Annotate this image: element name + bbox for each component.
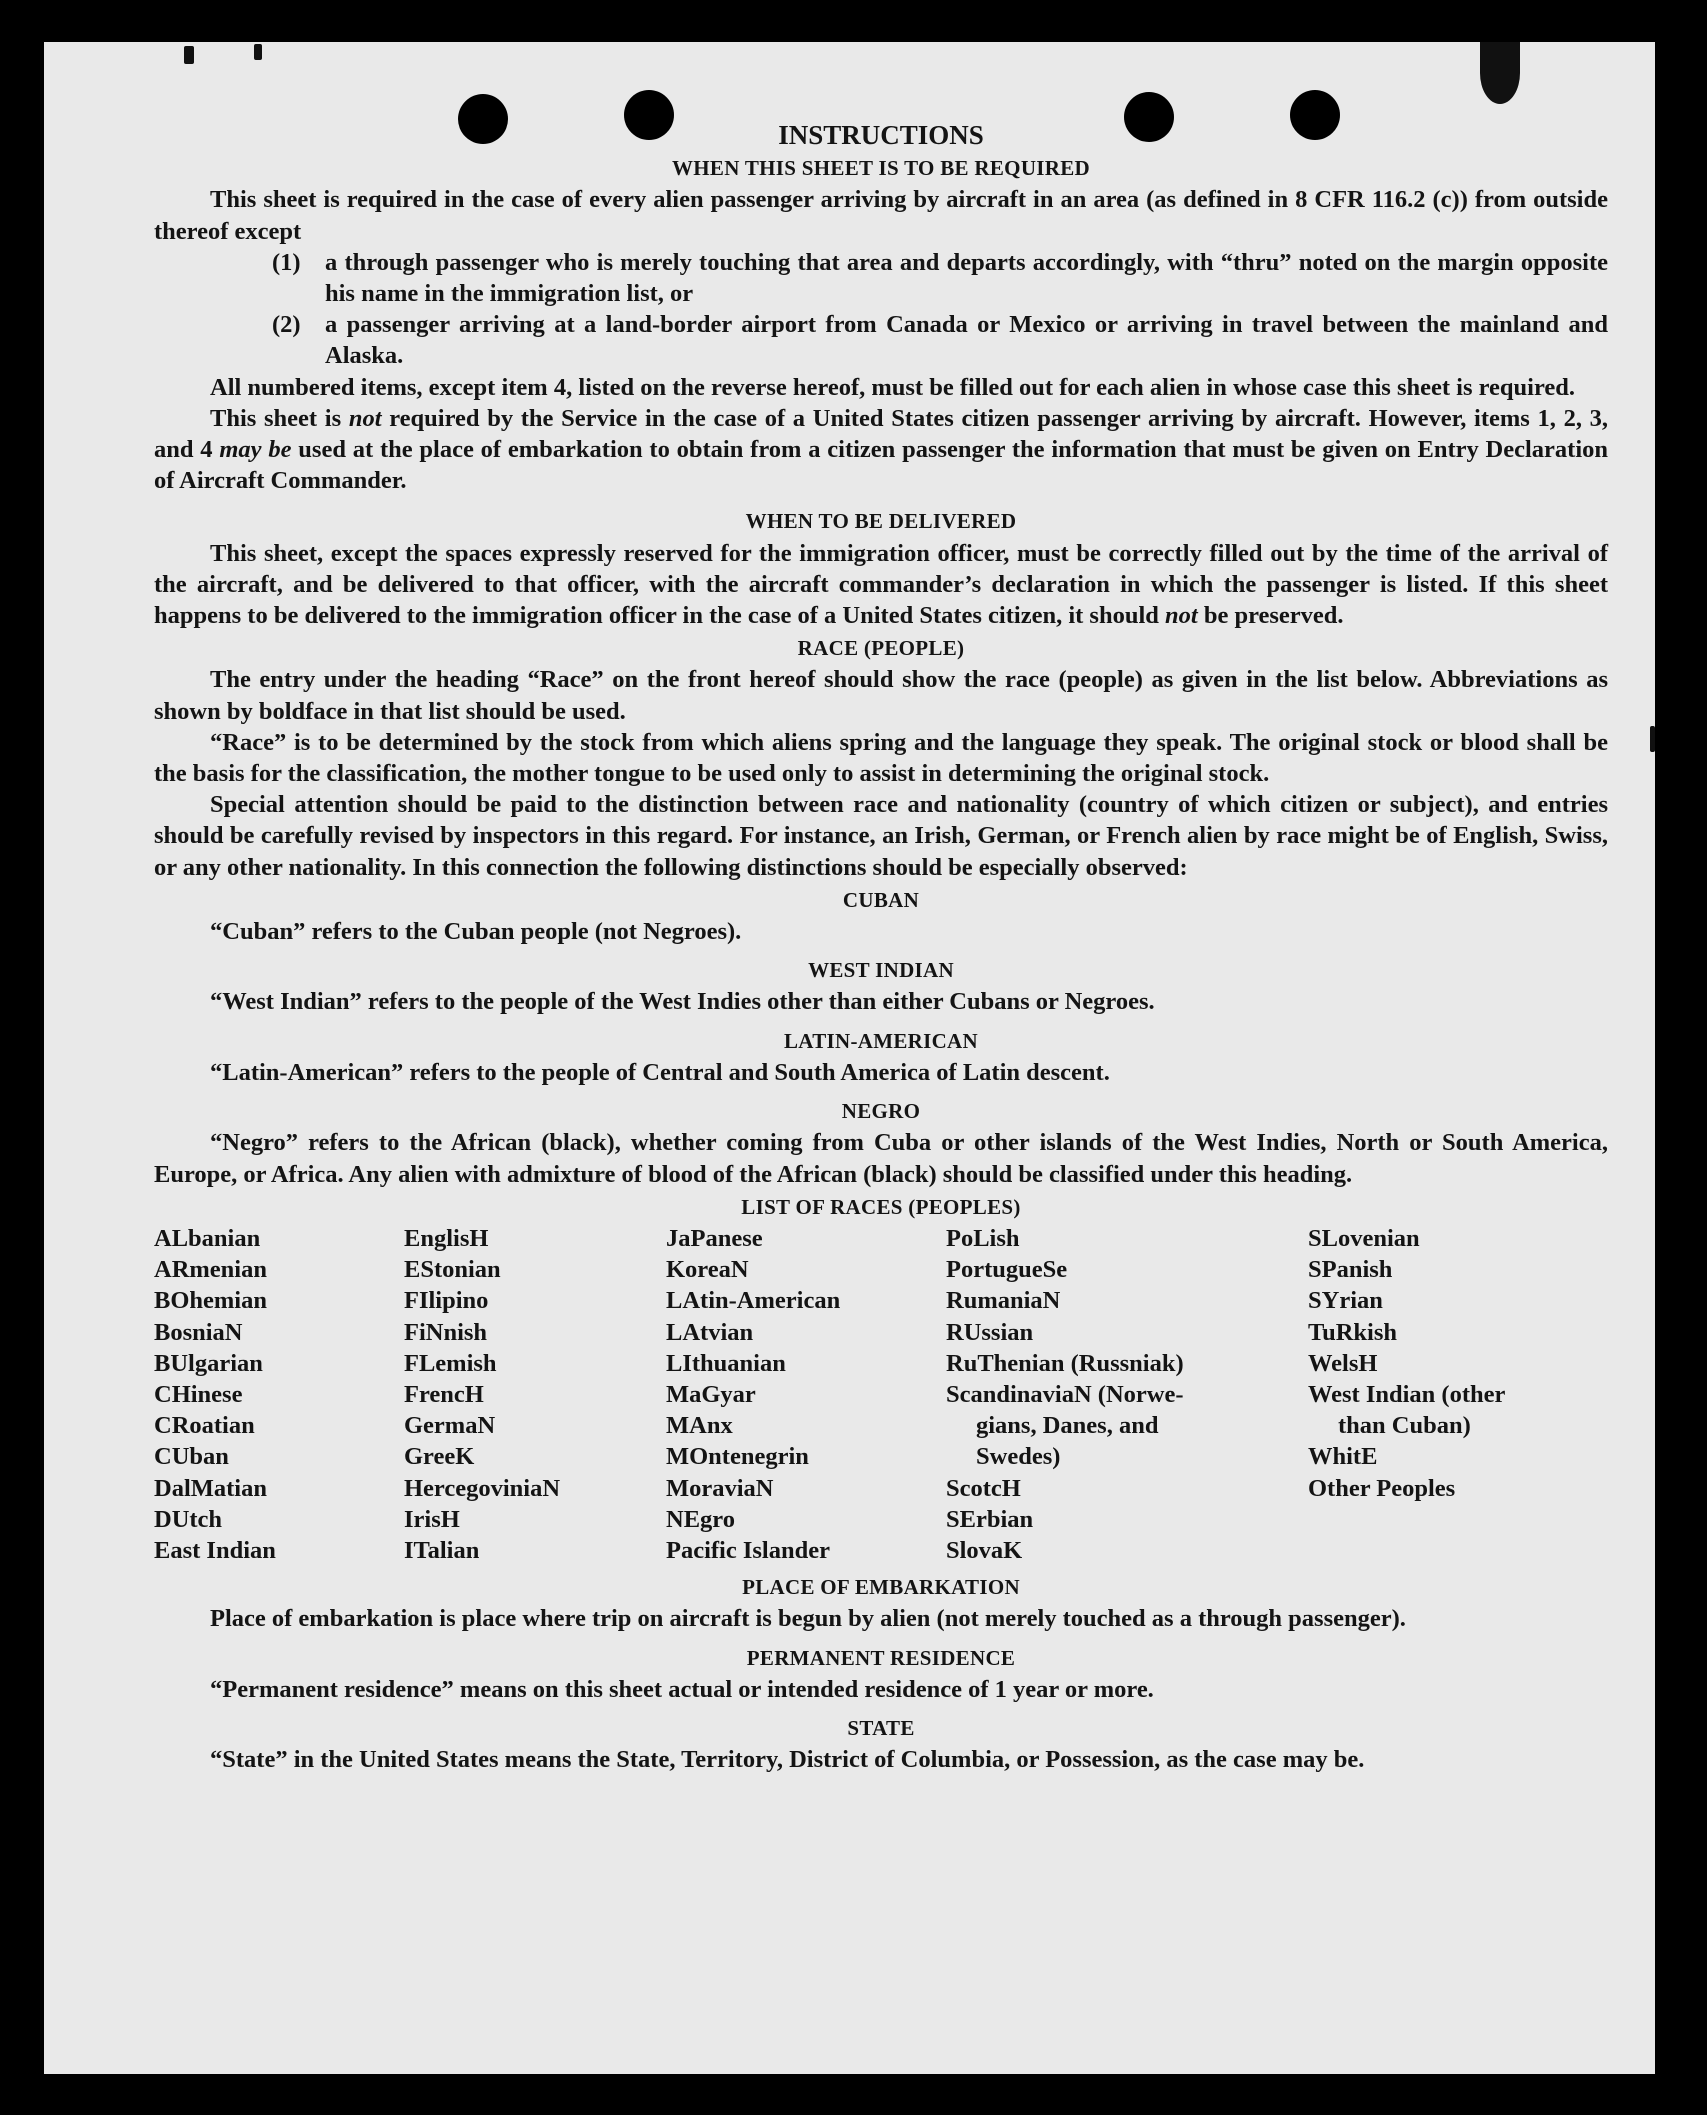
section-heading: LIST OF RACES (PEOPLES) [741,1194,1021,1219]
race-column [666,1223,946,1566]
race-entry: Pacific Islander [666,1536,830,1564]
race-list [154,1223,1608,1566]
race-column [946,1223,1308,1566]
section-heading: WHEN THIS SHEET IS TO BE REQUIRED [671,156,1090,181]
paragraph: “Race” is to be determined by the stock from which aliens spring and the language they speak. The original stock or blood shall be the basis for the classification, the mother tongue to be used only to assist in determining the original stock. [154,728,1608,788]
ink-speck [254,44,262,60]
section-heading: CUBAN [842,887,920,912]
paragraph: This sheet, except the spaces expressly reserved for the immigration officer, must be correctly filled out by the time of the arrival of the aircraft, and be delivered to that officer, with the aircraft commander’s declaration in which the passenger is listed. If this sheet happens to be delivered to the immigration officer in the case of a United States citizen, it should not be preserved. [154,539,1608,630]
race-entry: Other Peoples [1308,1474,1456,1502]
paragraph: “State” in the United States means the State, Territory, District of Columbia, or Possession, as the case may be. [210,1746,1365,1774]
race-entry: JaPanese [666,1224,763,1252]
exception-item [154,309,1608,371]
exception-text: a through passenger who is merely touching that area and departs accordingly, with “thru” noted on the margin opposite his name in the immigration list, or [325,248,1608,308]
exception-number: (2) [272,311,301,339]
paragraph: “Negro” refers to the African (black), whether coming from Cuba or other islands of the West Indies, North or South America, Europe, or Africa. Any alien with admixture of blood of the African (black) should be classified under this heading. [154,1129,1608,1188]
race-entry: RumaniaN [946,1287,1061,1315]
race-entry: than Cuban) [1338,1412,1471,1440]
race-entry: PortugueSe [946,1256,1068,1284]
section-heading: WEST INDIAN [808,958,954,983]
race-entry: WelsH [1308,1349,1378,1377]
race-entry: SLovenian [1308,1224,1420,1252]
race-entry: KoreaN [666,1256,749,1284]
paragraph: Special attention should be paid to the distinction between race and nationality (country of which citizen or subject), and entries should be carefully revised by inspectors in this regard. For instance, an Irish, German, or French alien by race might be of English, Swiss, or any other nationality. In this connection the following distinctions should be especially observed: [154,791,1608,881]
race-entry: GermaN [404,1412,496,1440]
exception-number: (1) [272,248,301,276]
race-entry: FLemish [404,1349,497,1377]
section-heading: PLACE OF EMBARKATION [742,1575,1020,1600]
race-column [154,1223,404,1566]
race-entry: BosniaN [154,1318,243,1346]
race-entry: MoraviaN [666,1474,774,1502]
race-entry: EStonian [404,1256,501,1284]
race-entry: SlovaK [946,1536,1023,1564]
document-page [44,42,1655,2074]
race-column [404,1223,666,1566]
race-entry: FrencH [404,1380,484,1408]
race-entry: ITalian [404,1536,480,1564]
race-entry: SPanish [1308,1256,1393,1284]
section-heading: LATIN-AMERICAN [784,1028,978,1053]
paragraph: “Latin-American” refers to the people of Central and South America of Latin descent. [210,1058,1110,1086]
race-entry: DalMatian [154,1474,267,1502]
race-entry: CRoatian [154,1412,255,1440]
race-entry: East Indian [154,1536,276,1564]
race-entry: DUtch [154,1505,223,1533]
race-entry: HercegoviniaN [404,1474,561,1502]
exception-item [154,247,1608,309]
race-entry: ARmenian [154,1256,267,1284]
race-entry: LAtvian [666,1318,754,1346]
paragraph: This sheet is not required by the Service in the case of a United States citizen passenger arriving by aircraft. However, items 1, 2, 3, and 4 may be used at the place of embarkation to obtain from a citizen passenger the information that must be given on Entry Declaration of Aircraft Commander. [154,404,1609,495]
race-entry: TuRkish [1308,1318,1398,1346]
race-entry: WhitE [1308,1443,1378,1471]
section-heading: NEGRO [841,1099,921,1124]
race-entry: EnglisH [404,1224,489,1252]
race-entry: ALbanian [154,1224,261,1252]
race-entry: IrisH [404,1505,460,1533]
race-entry: ScotcH [946,1474,1021,1502]
paragraph: All numbered items, except item 4, listed on the reverse hereof, must be filled out for each alien in whose case this sheet is required. [210,373,1576,401]
ink-speck [1650,726,1655,752]
paragraph: “Cuban” refers to the Cuban people (not Negroes). [210,918,742,946]
race-entry: gians, Danes, and [976,1412,1159,1440]
race-entry: PoLish [946,1224,1020,1252]
paragraph: “West Indian” refers to the people of the West Indies other than either Cubans or Negroes. [210,988,1155,1016]
race-entry: RUssian [946,1318,1034,1346]
section-heading: RACE (PEOPLE) [797,636,965,661]
race-entry: SErbian [946,1505,1034,1533]
race-entry: BUlgarian [154,1349,263,1377]
paragraph: “Permanent residence” means on this sheet actual or intended residence of 1 year or more. [210,1675,1154,1703]
race-entry: CUban [154,1443,229,1471]
page-title: INSTRUCTIONS [778,120,984,150]
ink-speck [1480,42,1520,104]
race-entry: SYrian [1308,1287,1383,1315]
race-entry: LIthuanian [666,1349,786,1377]
race-entry: GreeK [404,1443,475,1471]
paragraph: The entry under the heading “Race” on the front hereof should show the race (people) as given in the list below. Abbreviations as shown by boldface in that list should be used. [154,666,1608,725]
race-entry: MaGyar [666,1380,756,1408]
race-entry: ScandinaviaN (Norwe- [946,1380,1184,1408]
race-entry: MAnx [666,1412,733,1440]
race-entry: FiNnish [404,1318,488,1346]
race-entry: BOhemian [154,1287,267,1315]
race-entry: CHinese [154,1380,243,1408]
race-entry: FIlipino [404,1287,489,1315]
section-heading: STATE [847,1715,915,1740]
instructions-body [154,112,1608,1775]
race-entry: West Indian (other [1308,1380,1506,1408]
race-entry: NEgro [666,1505,735,1533]
exception-text: a passenger arriving at a land-border airport from Canada or Mexico or arriving in travel between the mainland and Alaska. [325,311,1608,370]
race-entry: RuThenian (Russniak) [946,1349,1184,1377]
paragraph: This sheet is required in the case of every alien passenger arriving by aircraft in an area (as defined in 8 CFR 116.2 (c)) from outside thereof except [154,186,1608,245]
race-entry: MOntenegrin [666,1443,809,1471]
section-heading: WHEN TO BE DELIVERED [745,509,1017,534]
race-entry: Swedes) [976,1443,1061,1471]
race-column [1308,1223,1598,1566]
race-entry: LAtin-American [666,1287,841,1315]
section-heading: PERMANENT RESIDENCE [746,1645,1016,1670]
ink-speck [184,46,194,64]
paragraph: Place of embarkation is place where trip on aircraft is begun by alien (not merely touched as a through passenger). [210,1605,1406,1633]
